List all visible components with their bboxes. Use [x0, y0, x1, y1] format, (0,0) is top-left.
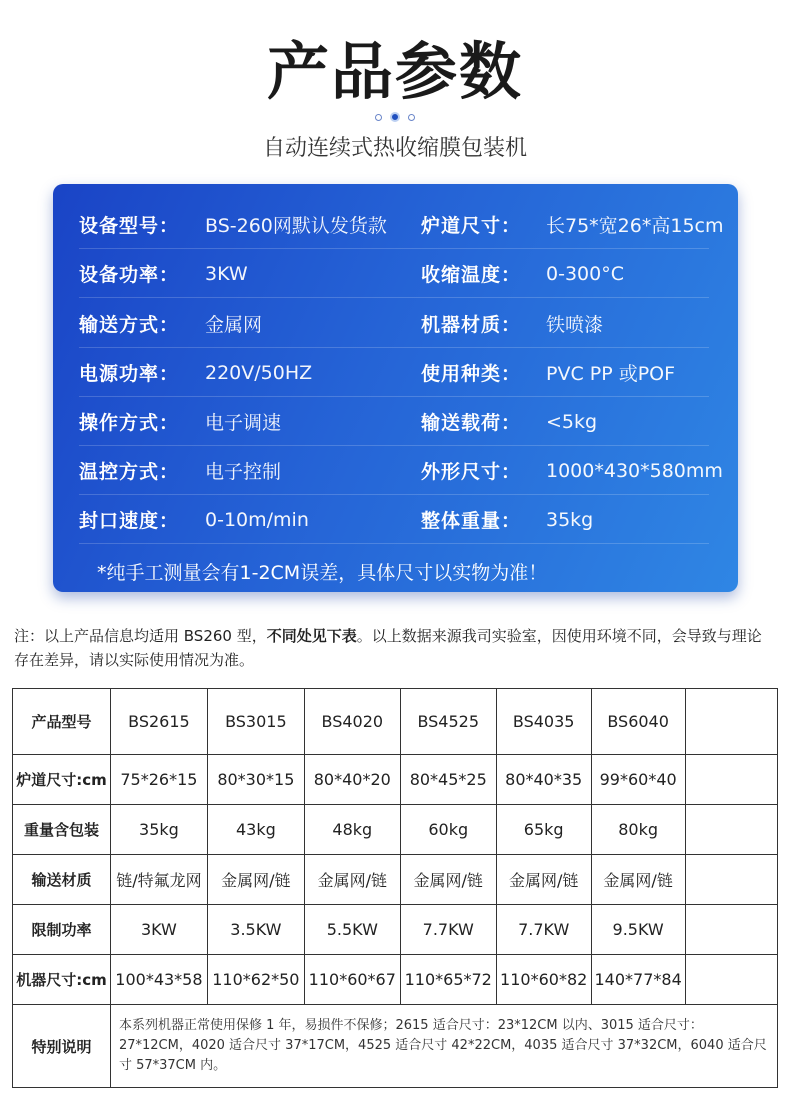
special-notes-row	[13, 1005, 778, 1088]
spec-value: 电子调速	[205, 412, 282, 434]
table-cell: 金属网/链	[400, 855, 496, 905]
table-cell: 9.5KW	[591, 905, 685, 955]
spec-label: 使用种类：	[421, 363, 522, 385]
note-bold: 不同处见下表	[266, 627, 357, 645]
table-header-row	[13, 689, 778, 755]
table-cell: 3.5KW	[207, 905, 304, 955]
spec-label: 外形尺寸：	[421, 461, 522, 483]
note-prefix: 注：以上产品信息均适用 BS260 型，	[14, 627, 267, 645]
table-cell: 金属网/链	[304, 855, 400, 905]
spec-value: 电子控制	[205, 461, 282, 483]
row-label: 限制功率	[13, 905, 111, 955]
row-label: 炉道尺寸:cm	[13, 755, 111, 805]
spec-row	[79, 397, 709, 446]
spec-label: 整体重量：	[421, 510, 522, 532]
table-cell	[685, 955, 777, 1005]
table-cell: 80*45*25	[400, 755, 496, 805]
table-cell	[685, 855, 777, 905]
spec-label: 操作方式：	[79, 412, 180, 434]
table-cell: 110*62*50	[207, 955, 304, 1005]
table-cell: 65kg	[496, 805, 591, 855]
table-cell: 7.7KW	[496, 905, 591, 955]
spec-label: 设备功率：	[79, 264, 180, 286]
table-cell: 7.7KW	[400, 905, 496, 955]
table-row	[13, 755, 778, 805]
table-cell: 43kg	[207, 805, 304, 855]
spec-row	[79, 495, 709, 544]
model-cell	[685, 689, 777, 755]
special-notes-text: 本系列机器正常使用保修 1 年，易损件不保修；2615 适合尺寸：23*12CM 以内、3015 适合尺寸：27*12CM，4020 适合尺寸 37*17CM，4525 适合尺寸 42*22CM，4035 适合尺寸 37*32CM，6040 适合尺寸 57*37CM 内。	[110, 1005, 777, 1088]
spec-label: 收缩温度：	[421, 264, 522, 286]
page-subtitle: 自动连续式热收缩膜包装机	[262, 136, 527, 161]
spec-value: 0-10m/min	[205, 508, 309, 531]
spec-value: 220V/50HZ	[205, 361, 313, 384]
spec-label: 输送载荷：	[421, 412, 522, 434]
table-cell: 80*40*35	[496, 755, 591, 805]
table-cell: 3KW	[110, 905, 207, 955]
note-suffix: 。以上数据来源我司实验室，因使用环境不同，会导致与理论存在差异，请以实际使用情况为准。	[14, 627, 762, 669]
table-cell: 80kg	[591, 805, 685, 855]
measurement-note: *纯手工测量会有1-2CM误差，具体尺寸以实物为准！	[97, 562, 548, 584]
table-cell: 5.5KW	[304, 905, 400, 955]
table-cell: 110*60*82	[496, 955, 591, 1005]
spec-value: 铁喷漆	[546, 314, 604, 336]
spec-label: 输送方式：	[79, 314, 180, 336]
dot-indicator	[408, 114, 415, 121]
table-cell: 金属网/链	[496, 855, 591, 905]
table-cell: 75*26*15	[110, 755, 207, 805]
table-cell: 链/特氟龙网	[110, 855, 207, 905]
spec-value: 长75*宽26*高15cm	[546, 215, 724, 237]
spec-value: 1000*430*580mm	[546, 459, 723, 482]
note-paragraph	[14, 624, 774, 672]
table-cell: 110*60*67	[304, 955, 400, 1005]
table-cell: 金属网/链	[591, 855, 685, 905]
model-cell: BS4525	[400, 689, 496, 755]
table-cell: 金属网/链	[207, 855, 304, 905]
spec-row	[79, 249, 709, 298]
table-row	[13, 955, 778, 1005]
carousel-dots	[0, 112, 790, 122]
table-cell: 80*30*15	[207, 755, 304, 805]
table-cell: 35kg	[110, 805, 207, 855]
spec-value: 金属网	[205, 314, 263, 336]
table-cell: 48kg	[304, 805, 400, 855]
spec-label: 电源功率：	[79, 363, 180, 385]
model-comparison-table	[12, 688, 778, 1088]
spec-card	[53, 184, 738, 592]
model-cell: BS4035	[496, 689, 591, 755]
table-cell: 140*77*84	[591, 955, 685, 1005]
spec-row	[79, 200, 724, 249]
table-cell: 80*40*20	[304, 755, 400, 805]
table-row	[13, 905, 778, 955]
spec-label: 机器材质：	[421, 314, 522, 336]
page-title: 产品参数	[266, 35, 523, 108]
spec-value: <5kg	[546, 410, 598, 433]
dot-indicator-active	[390, 112, 400, 122]
spec-value: PVC PP 或POF	[546, 363, 676, 385]
table-cell	[685, 755, 777, 805]
spec-value: 3KW	[205, 262, 248, 285]
row-label: 重量含包装	[13, 805, 111, 855]
spec-label: 炉道尺寸：	[421, 215, 522, 237]
row-label: 产品型号	[13, 689, 111, 755]
table-cell: 99*60*40	[591, 755, 685, 805]
model-cell: BS2615	[110, 689, 207, 755]
spec-value: BS-260网默认发货款	[205, 215, 387, 237]
table-cell: 110*65*72	[400, 955, 496, 1005]
table-cell	[685, 905, 777, 955]
model-cell: BS4020	[304, 689, 400, 755]
row-label: 机器尺寸:cm	[13, 955, 111, 1005]
table-cell	[685, 805, 777, 855]
table-row	[13, 805, 778, 855]
spec-row	[79, 348, 709, 397]
row-label: 特别说明	[13, 1005, 111, 1088]
row-label: 输送材质	[13, 855, 111, 905]
spec-label: 温控方式：	[79, 461, 180, 483]
spec-row	[79, 299, 709, 348]
table-cell: 60kg	[400, 805, 496, 855]
model-cell: BS6040	[591, 689, 685, 755]
spec-label: 封口速度：	[79, 510, 180, 532]
model-cell: BS3015	[207, 689, 304, 755]
spec-value: 35kg	[546, 508, 594, 531]
table-row	[13, 855, 778, 905]
table-cell: 100*43*58	[110, 955, 207, 1005]
spec-value: 0-300°C	[546, 262, 624, 285]
spec-row	[79, 446, 723, 495]
spec-label: 设备型号：	[79, 215, 180, 237]
dot-indicator	[375, 114, 382, 121]
